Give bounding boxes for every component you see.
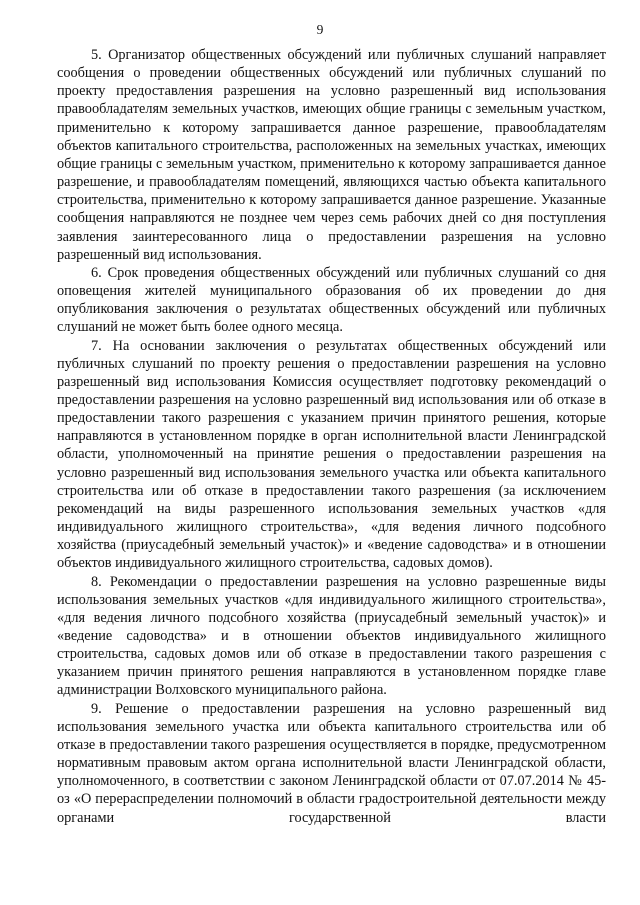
paragraph-9: 9. Решение о предоставлении разрешения на условно разрешенный вид использования земельного участка или объекта капитального строительства или об отказе в предоставлении такого разрешения осуществляется в порядке, предусмотренном нормативным правовым актом органа исполнительной власти Ленинградской области, уполномоченного, в соответствии с законом Ленинградской области от 07.07.2014 № 45-оз «О перераспределении полномочий в области градостроительной деятельности между органами государственной власти (57, 700, 606, 826)
paragraph-5: 5. Организатор общественных обсуждений или публичных слушаний направляет сообщения о проведении общественных обсуждений или публичных слушаний по проекту предоставления разрешения на условно разрешенный вид использования правообладателям земельных участков, имеющих общие границы с земельным участком, применительно к которому запрашивается данное разрешение, правообладателям объектов капитального строительства, расположенных на земельных участках, имеющих общие границы с земельным участком, применительно к которому запрашивается данное разрешение, и правообладателям помещений, являющихся частью объекта капитального строительства, применительно к которому запрашивается данное разрешение. Указанные сообщения направляются не позднее чем через семь рабочих дней со дня поступления заявления заинтересованного лица о предоставлении разрешения на условно разрешенный вид использования. (57, 47, 606, 263)
paragraph-6: 6. Срок проведения общественных обсуждений или публичных слушаний со дня оповещения жителей муниципального образования об их проведении до дня опубликования заключения о результатах общественных обсуждений или публичных слушаний не может быть более одного месяца. (57, 264, 606, 336)
page-number: 9 (316, 22, 324, 37)
paragraph-8: 8. Рекомендации о предоставлении разрешения на условно разрешенные виды использования земельных участков «для индивидуального жилищного строительства», «для ведения личного подсобного хозяйства (приусадебный земельный участок)» и «ведение садоводства» и в отношении объектов индивидуального жилищного строительства, садовых домов или об отказе в предоставлении такого разрешения с указанием причин принятого решения направляются в установленном порядке главе администрации Волховского муниципального района. (57, 573, 606, 699)
document-body (57, 46, 606, 827)
paragraph-7: 7. На основании заключения о результатах общественных обсуждений или публичных слушаний по проекту решения о предоставлении разрешения на условно разрешенный вид использования Комиссия осуществляет подготовку рекомендаций о предоставлении разрешения на условно разрешенный вид использования или об отказе в предоставлении такого разрешения с указанием причин принятого решения, которые направляются в установленном порядке в орган исполнительной власти Ленинградской области, уполномоченный на принятие решения о предоставлении разрешения на условно разрешенный вид использования земельного участка или объекта капитального строительства или об отказе в предоставлении такого разрешения (за исключением рекомендаций на виды разрешенного использования земельных участков «для индивидуального жилищного строительства», «для ведения личного подсобного хозяйства (приусадебный земельный участок)» и «ведение садоводства» и в отношении объектов индивидуального жилищного строительства, садовых домов). (57, 337, 606, 572)
